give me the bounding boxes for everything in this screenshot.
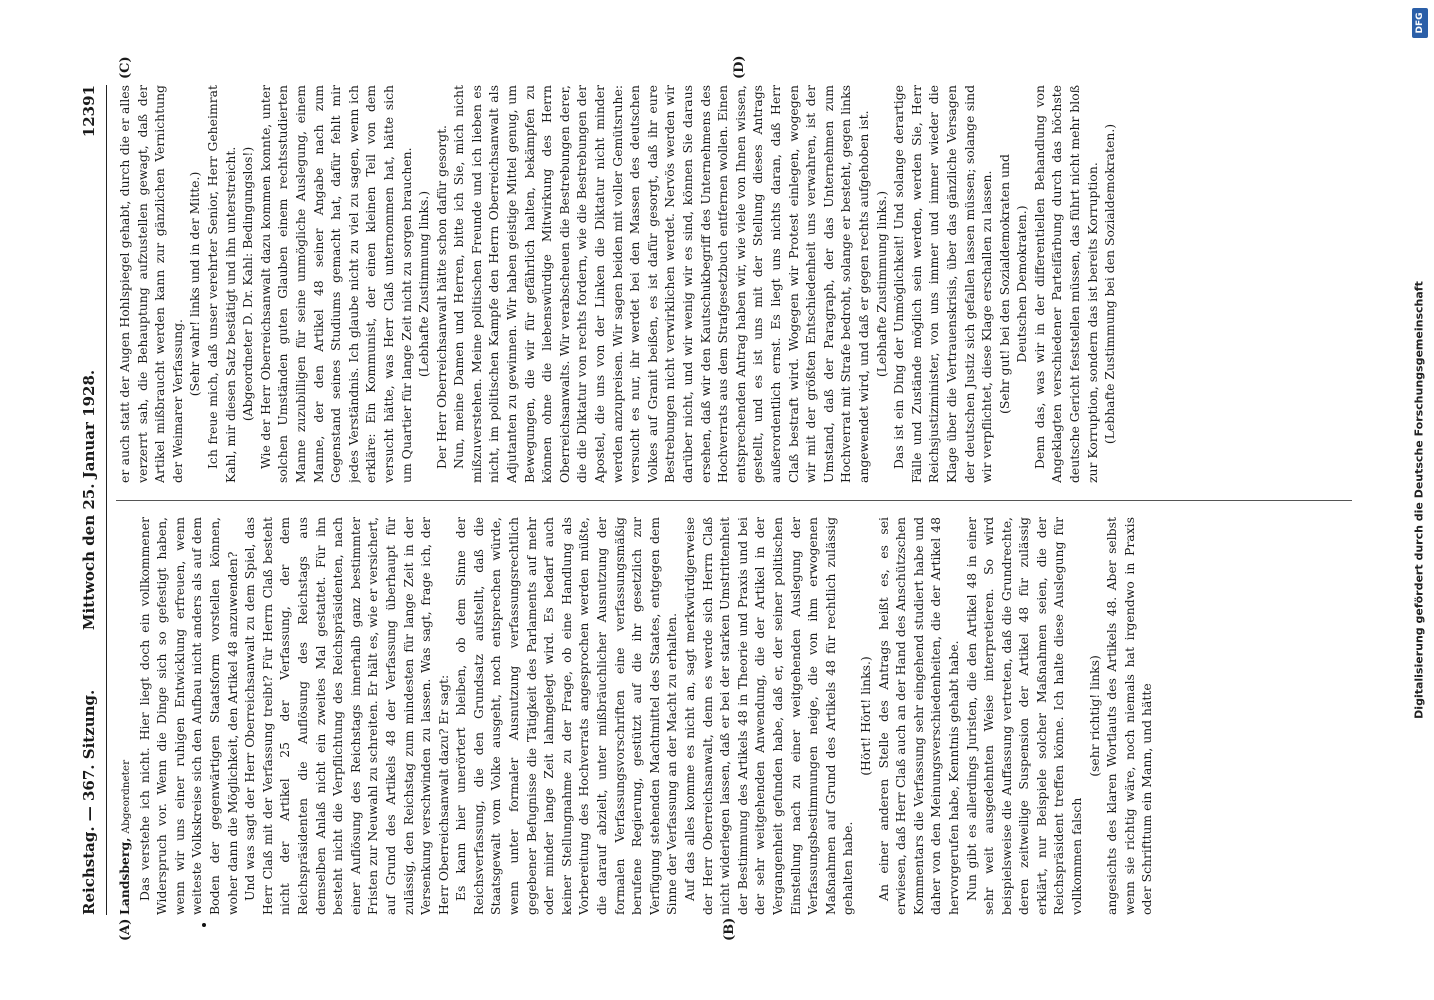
right-column [116,85,1362,483]
margin-dot [202,923,206,927]
page-header [72,85,107,915]
page-number: 12391 [80,85,98,138]
rotated-page [72,55,1362,941]
interjection: (Lebhafte Zustimmung links.) [416,190,432,378]
interjection: (Abgeordneter D. Dr. Kahl: Bedingungslos!) [240,146,256,422]
speaker-name: Landsberg, [117,837,132,915]
paragraph: Ich freue mich, daß unser verehrter Senior, Herr Geheimrat Kahl, mir diesen Satz bestätigt und ihn unterstreicht. [204,85,238,483]
interjection: (Lebhafte Zustimmung links.) [873,190,889,378]
dfg-sidebar [1404,0,1434,1000]
paragraph: Denn das, was wir in der differentiellen Behandlung von Angeklagten verschiedener Parteifärbung durch das höchste deutsche Gericht feststellen müssen, das führt nicht mehr bloß zur Korruption, sondern das ist bereits Korruption. [1031,85,1100,483]
paragraph: Nun gibt es allerdings Juristen, die den Artikel 48 in einer sehr weit ausgedehnten Weise interpretieren. So wird beispielsweise die Auffassung vertreten, daß die Grundrechte, deren zeitweilige Suspension der Artikel 48 für zulässig erklärt, nur Beispiele solcher Maßnahmen seien, die der Reichspräsident treffen könne. Ich halte diese Auslegung für vollkommen falsch [963,517,1085,915]
dfg-logo-text: DFG [1415,12,1425,34]
paragraph: Das ist ein Ding der Unmöglichkeit! Und solange derartige Fälle und Zustände möglich sein werden, werden Sie, Herr Reichsjustizminister, von uns immer und immer wieder die Klage über die Vertrauenskrisis, über das gänzliche Versagen der deutschen Justiz sich gefallen lassen müssen; solange sind wir verpflichtet, diese Klage erschallen zu lassen. [891,85,995,483]
dfg-logo [1412,8,1428,38]
column-divider [116,500,1352,501]
quote-paragraph: Es kann hier unerörtert bleiben, ob dem Sinne der Reichsverfassung, die den Grundsatz aufstellt, daß die Staatsgewalt vom Volke ausgeht, noch entsprechen würde, wenn unter formaler Ausnutzung verfassungsrechtlich gegebener Befugnisse die Tätigkeit des Parlaments auf mehr oder minder lange Zeit lahmgelegt wird. Es bedarf auch keiner Stellungnahme zu der Frage, ob eine Handlung als Vorbereitung des Hochverrats angesprochen werden müßte, die darauf abzielt, unter mißbräuchlicher Ausnutzung der formalen Verfassungsvorschriften eine verfassungsmäßig berufene Regierung, gestützt auf die ihr gesetzlich zur Verfügung stehenden Machtmittel des Staates, entgegen dem Sinne der Verfassung an der Macht zu erhalten. [453,517,680,915]
paragraph: er auch statt der Augen Hohlspiegel gehabt, durch die er alles verzerrt sah, die Behauptung aufzustellen gewagt, daß der Artikel mißbraucht werden kann zur gänzlichen Vernichtung der Weimarer Verfassung. [117,85,185,483]
paragraph: Auf das alles komme es nicht an, sagt merkwürdigerweise der Herr Oberreichsanwalt, denn es werde sich Herrn Claß nicht widerlegen lassen, daß er bei der starken Umstrittenheit der Bestimmung des Artikels 48 in Theorie und Praxis und bei der sehr weitgehenden Anwendung, die der Artikel in der Vergangenheit gefunden habe, daß er, der seiner politischen Einstellung nach zu einer weitgehenden Auslegung der Verfassungsbestimmungen neige, die von ihm erwogenen Maßnahmen auf Grund des Artikels 48 für rechtlich zulässig gehalten habe. [682,517,856,915]
margin-letter-d: (D) [732,55,747,79]
interjection: (Sehr wahr! links und in der Mitte.) [187,171,203,397]
paragraph: Nun, meine Damen und Herren, bitte ich Sie, mich nicht mißzuverstehen. Meine politischen Freunde und ich lieben es nicht, im politischen Kampfe den Herrn Oberreichsanwalt als Adjutanten zu gewinnen. Wir haben geistige Mittel genug, um Bewegungen, die wir für gefährlich halten, bekämpfen zu können ohne die liebenswürdige Mitwirkung des Herrn Oberreichsanwalts. Wir verabscheuen die Bestrebungen derer, die die Diktatur von rechts fordern, wie die Bestrebungen der Apostel, die uns von der Linken die Diktatur nicht minder werden anzupreisen. Wir sagen beiden mit voller Gemütsruhe: versucht es nur, ihr werdet bei den Massen des deutschen Volkes auf Granit beißen, es ist dafür gesorgt, daß ihr eure Bestrebungen nicht verwirklichen werdet. Nervös werden wir darüber nicht, und wir wenig wir es sind, können Sie daraus ersehen, daß wir den Kautschukbegriff des Unternehmens des Hochverrats aus dem Strafgesetzbuch entfernen wollen. Einen entsprechenden Antrag haben wir, wie viele von Ihnen wissen, gestellt, und es ist uns mit der Stellung dieses Antrags außerordentlich ernst. Es liegt uns nichts daran, daß Herr Claß bestraft wird. Wogegen wir Protest einlegen, wogegen wir mit der größten Entschiedenheit uns verwahren, ist der Umstand, daß der Paragraph, der das Unternehmen zum Hochverrat mit Strafe bedroht, solange er besteht, gegen links angewendet wird, und daß er gegen rechts aufgehoben ist. [451,85,871,483]
margin-letter-b: (B) [722,917,737,941]
paragraph: angesichts des klaren Wortlauts des Artikels 48. Aber selbst wenn sie richtig wäre, noch niemals hat irgendwo in Praxis oder Schrifttum ein Mann, und hätte [1104,517,1155,915]
interjection: (sehr richtig! links) [1086,655,1102,777]
header-date: Mittwoch den 25. Januar 1928. [80,369,98,631]
interjection: (Hört! Hört! links.) [857,656,873,776]
interjection: (Sehr gut! bei den Sozialdemokraten und [996,154,1012,414]
paragraph: An einer anderen Stelle des Antrags heißt es, es sei erwiesen, daß Herr Claß auch an der Hand des Anschützschen Kommentars die Verfassung sehr eingehend studiert habe und daher von den Meinungsverschiedenheiten, die der Artikel 48 hervorgerufen habe, Kenntnis gehabt habe. [875,517,961,915]
paragraph: Wie der Herr Oberreichsanwalt dazu kommen konnte, unter solchen Umständen guten Glauben einem rechtsstudierten Manne zuzubilligen für seine unmögliche Auslegung, einem Manne, der den Artikel 48 seiner Angabe nach zum Gegenstand seines Studiums gemacht hat, dafür fehlt mir jedes Verständnis. Ich glaube nicht zu viel zu sagen, wenn ich erkläre: Ein Kommunist, der einen kleinen Teil von dem versucht hätte, was Herr Claß unternommen hat, hätte sich um Quartier für lange Zeit nicht zu sorgen brauchen. [257,85,414,483]
interjection: Deutschen Demokraten.) [1014,205,1030,363]
left-column [116,517,1362,915]
speaker-role: Abgeordneter [120,759,132,834]
interjection: (Lebhafte Zustimmung bei den Sozialdemokraten.) [1102,123,1118,445]
speaker-line [116,517,136,915]
funding-notice: Digitalisierung gefördert durch die Deutsche Forschungsgemeinschaft [1412,281,1426,719]
header-session: Reichstag. — 367. Sitzung. [80,689,98,915]
margin-letter-c: (C) [118,56,133,79]
paragraph: Das verstehe ich nicht. Hier liegt doch ein vollkommener Widerspruch vor. Wenn die Dinge sich so gefestigt haben, wenn wir uns einer ruhigen Entwicklung erfreuen, wenn weiteste Volkskreise sich den Aufbau nicht anders als auf dem Boden der gegenwärtigen Staatsform vorstellen können, woher dann die Möglichkeit, den Artikel 48 anzuwenden? [136,517,240,915]
paragraph: Und was sagt der Herr Oberreichsanwalt zu dem Spiel, das Herr Claß mit der Verfassung treibt? Für Herrn Claß besteht nicht der Artikel 25 der Verfassung, der dem Reichspräsidenten die Auflösung des Reichstags aus demselben Anlaß nicht ein zweites Mal gestattet. Für ihn besteht nicht die Verpflichtung des Reichspräsidenten, nach einer Auflösung des Reichstags innerhalb ganz bestimmter Fristen zur Neuwahl zu schreiten. Er hält es, wie er versichert, auf Grund des Artikels 48 der Verfassung überhaupt für zulässig, den Reichstag zum mindesten für lange Zeit in der Versenkung verschwinden zu lassen. Was sagt, frage ich, der Herr Oberreichsanwalt dazu? Er sagt: [242,517,451,915]
margin-letter-a: (A) [118,918,133,941]
paragraph: Der Herr Oberreichsanwalt hätte schon dafür gesorgt. [433,125,449,469]
